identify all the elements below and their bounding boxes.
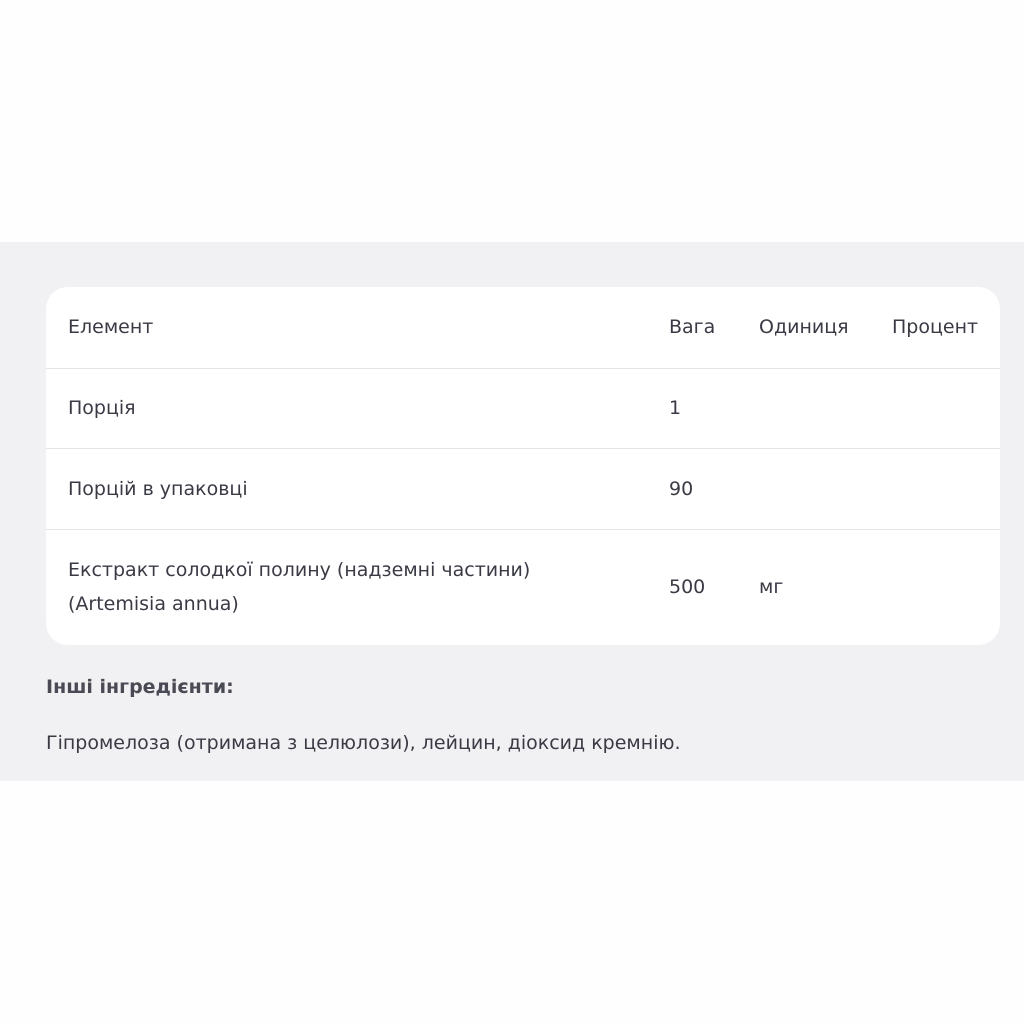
row-unit: мг <box>759 576 784 598</box>
row-element: Порція <box>68 397 136 419</box>
row-weight: 90 <box>669 478 694 500</box>
other-ingredients-title: Інші інгредієнти: <box>46 676 234 698</box>
table-row <box>46 530 1000 645</box>
row-element-line-1: Екстракт солодкої полину (надземні частини) <box>68 559 531 581</box>
header-unit: Одиниця <box>759 316 849 338</box>
row-element <box>68 553 530 621</box>
supplement-facts-table <box>46 287 1000 645</box>
row-element-line-2: (Artemisia annua) <box>68 593 239 615</box>
header-element: Елемент <box>68 316 154 338</box>
supplement-facts-section <box>0 242 1024 781</box>
table-row <box>46 368 1000 449</box>
other-ingredients-text: Гіпромелоза (отримана з целюлози), лейцин, діоксид кремнію. <box>46 732 681 754</box>
row-weight: 500 <box>669 576 706 598</box>
header-weight: Вага <box>669 316 716 338</box>
table-row <box>46 449 1000 530</box>
row-element: Порцій в упаковці <box>68 478 248 500</box>
table-header-row <box>46 287 1000 369</box>
header-percent: Процент <box>892 316 979 338</box>
row-weight: 1 <box>669 397 682 419</box>
